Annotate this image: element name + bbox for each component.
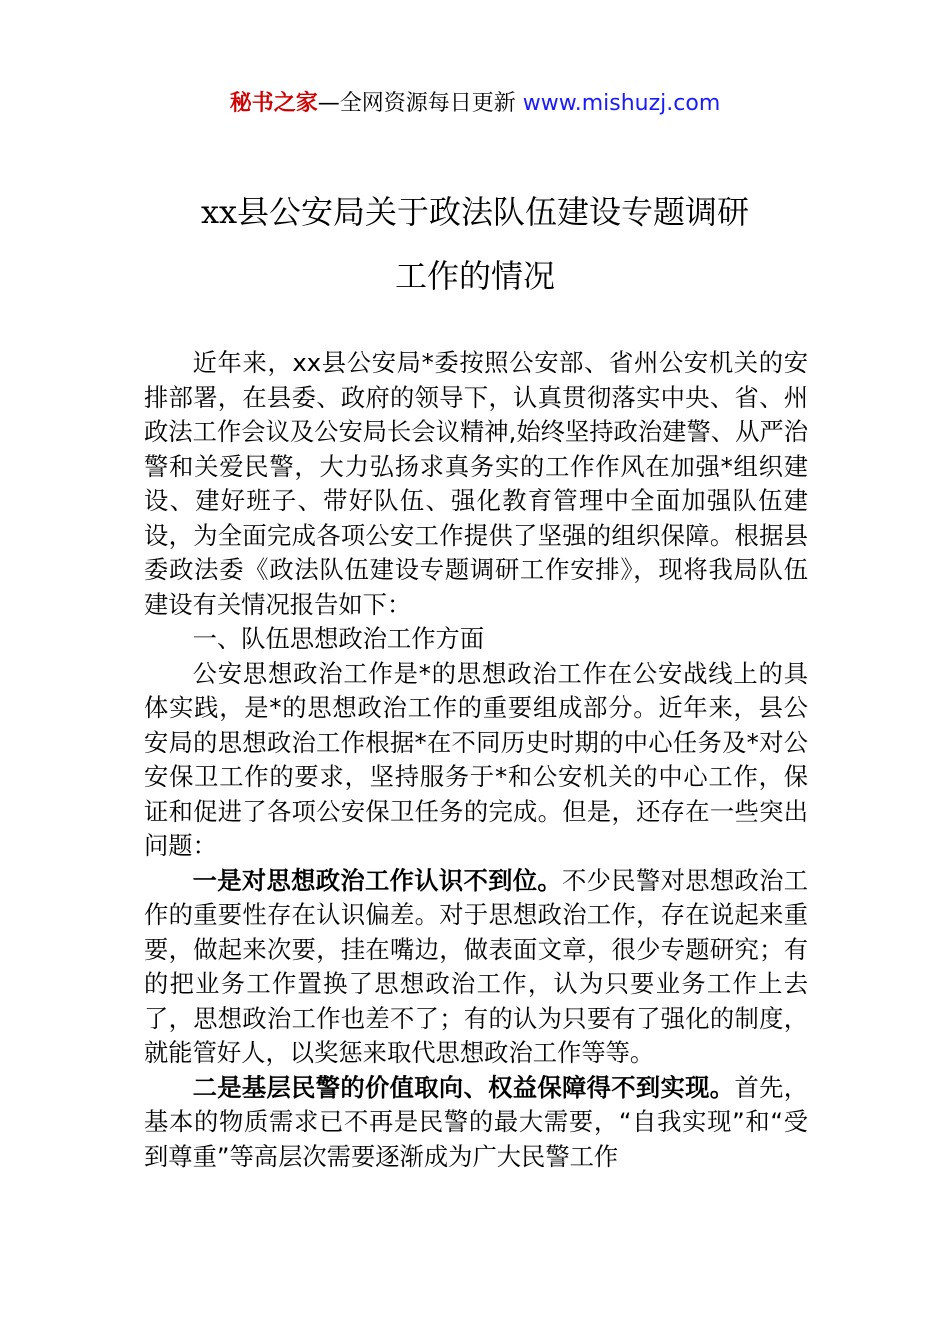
document-title: [0, 180, 950, 308]
site-url-link[interactable]: www.mishuzj.com: [522, 91, 721, 116]
intro-paragraph: 近年来，xx县公安局*委按照公安部、省州公安机关的安排部署，在县委、政府的领导下，认真贯彻落实中央、省、州政法工作会议及公安局长会议精神,始终坚持政治建警、从严治警和关爱民警，大力弘扬求真务实的工作作风在加强*组织建设、建好班子、带好队伍、强化教育管理中全面加强队伍建设，为全面完成各项公安工作提供了坚强的组织保障。根据县委政法委《政法队伍建设专题调研工作安排》，现将我局队伍建设有关情况报告如下：: [144, 348, 808, 619]
point-2-lead: 二是基层民警的价值取向、权益保障得不到实现。: [192, 1072, 735, 1102]
section-paragraph: 公安思想政治工作是*的思想政治工作在公安战线上的具体实践，是*的思想政治工作的重要组成部分。近年来，县公安局的思想政治工作根据*在不同历史时期的中心任务及*对公安保卫工作的要求，坚持服务于*和公安机关的中心工作，保证和促进了各项公安保卫任务的完成。但是，还存在一些突出问题：: [144, 658, 808, 860]
site-header: [0, 88, 950, 120]
point-1-lead: 一是对思想政治工作认识不到位。: [192, 865, 563, 895]
document-body: [144, 346, 808, 1174]
site-tagline: —全网资源每日更新: [317, 91, 523, 116]
point-1-paragraph: [144, 864, 808, 1071]
site-brand: 秘书之家: [229, 91, 318, 116]
title-line-1: xx县公安局关于政法队伍建设专题调研: [200, 193, 750, 231]
title-line-2: 工作的情况: [394, 257, 555, 295]
point-2-text: 首先，基本的物质需求已不再是民警的最大需要，“自我实现”和“受到尊重”等高层次需要逐渐成为广大民警工作: [144, 1072, 809, 1171]
section-heading: 一、队伍思想政治工作方面: [192, 624, 485, 653]
point-1-text: 不少民警对思想政治工作的重要性存在认识偏差。对于思想政治工作，存在说起来重要，做起来次要，挂在嘴边，做表面文章，很少专题研究；有的把业务工作置换了思想政治工作，认为只要业务工作上去了，思想政治工作也差不了；有的认为只要有了强化的制度，就能管好人，以奖惩来取代思想政治工作等等。: [144, 865, 809, 1067]
point-2-paragraph: [144, 1071, 808, 1175]
